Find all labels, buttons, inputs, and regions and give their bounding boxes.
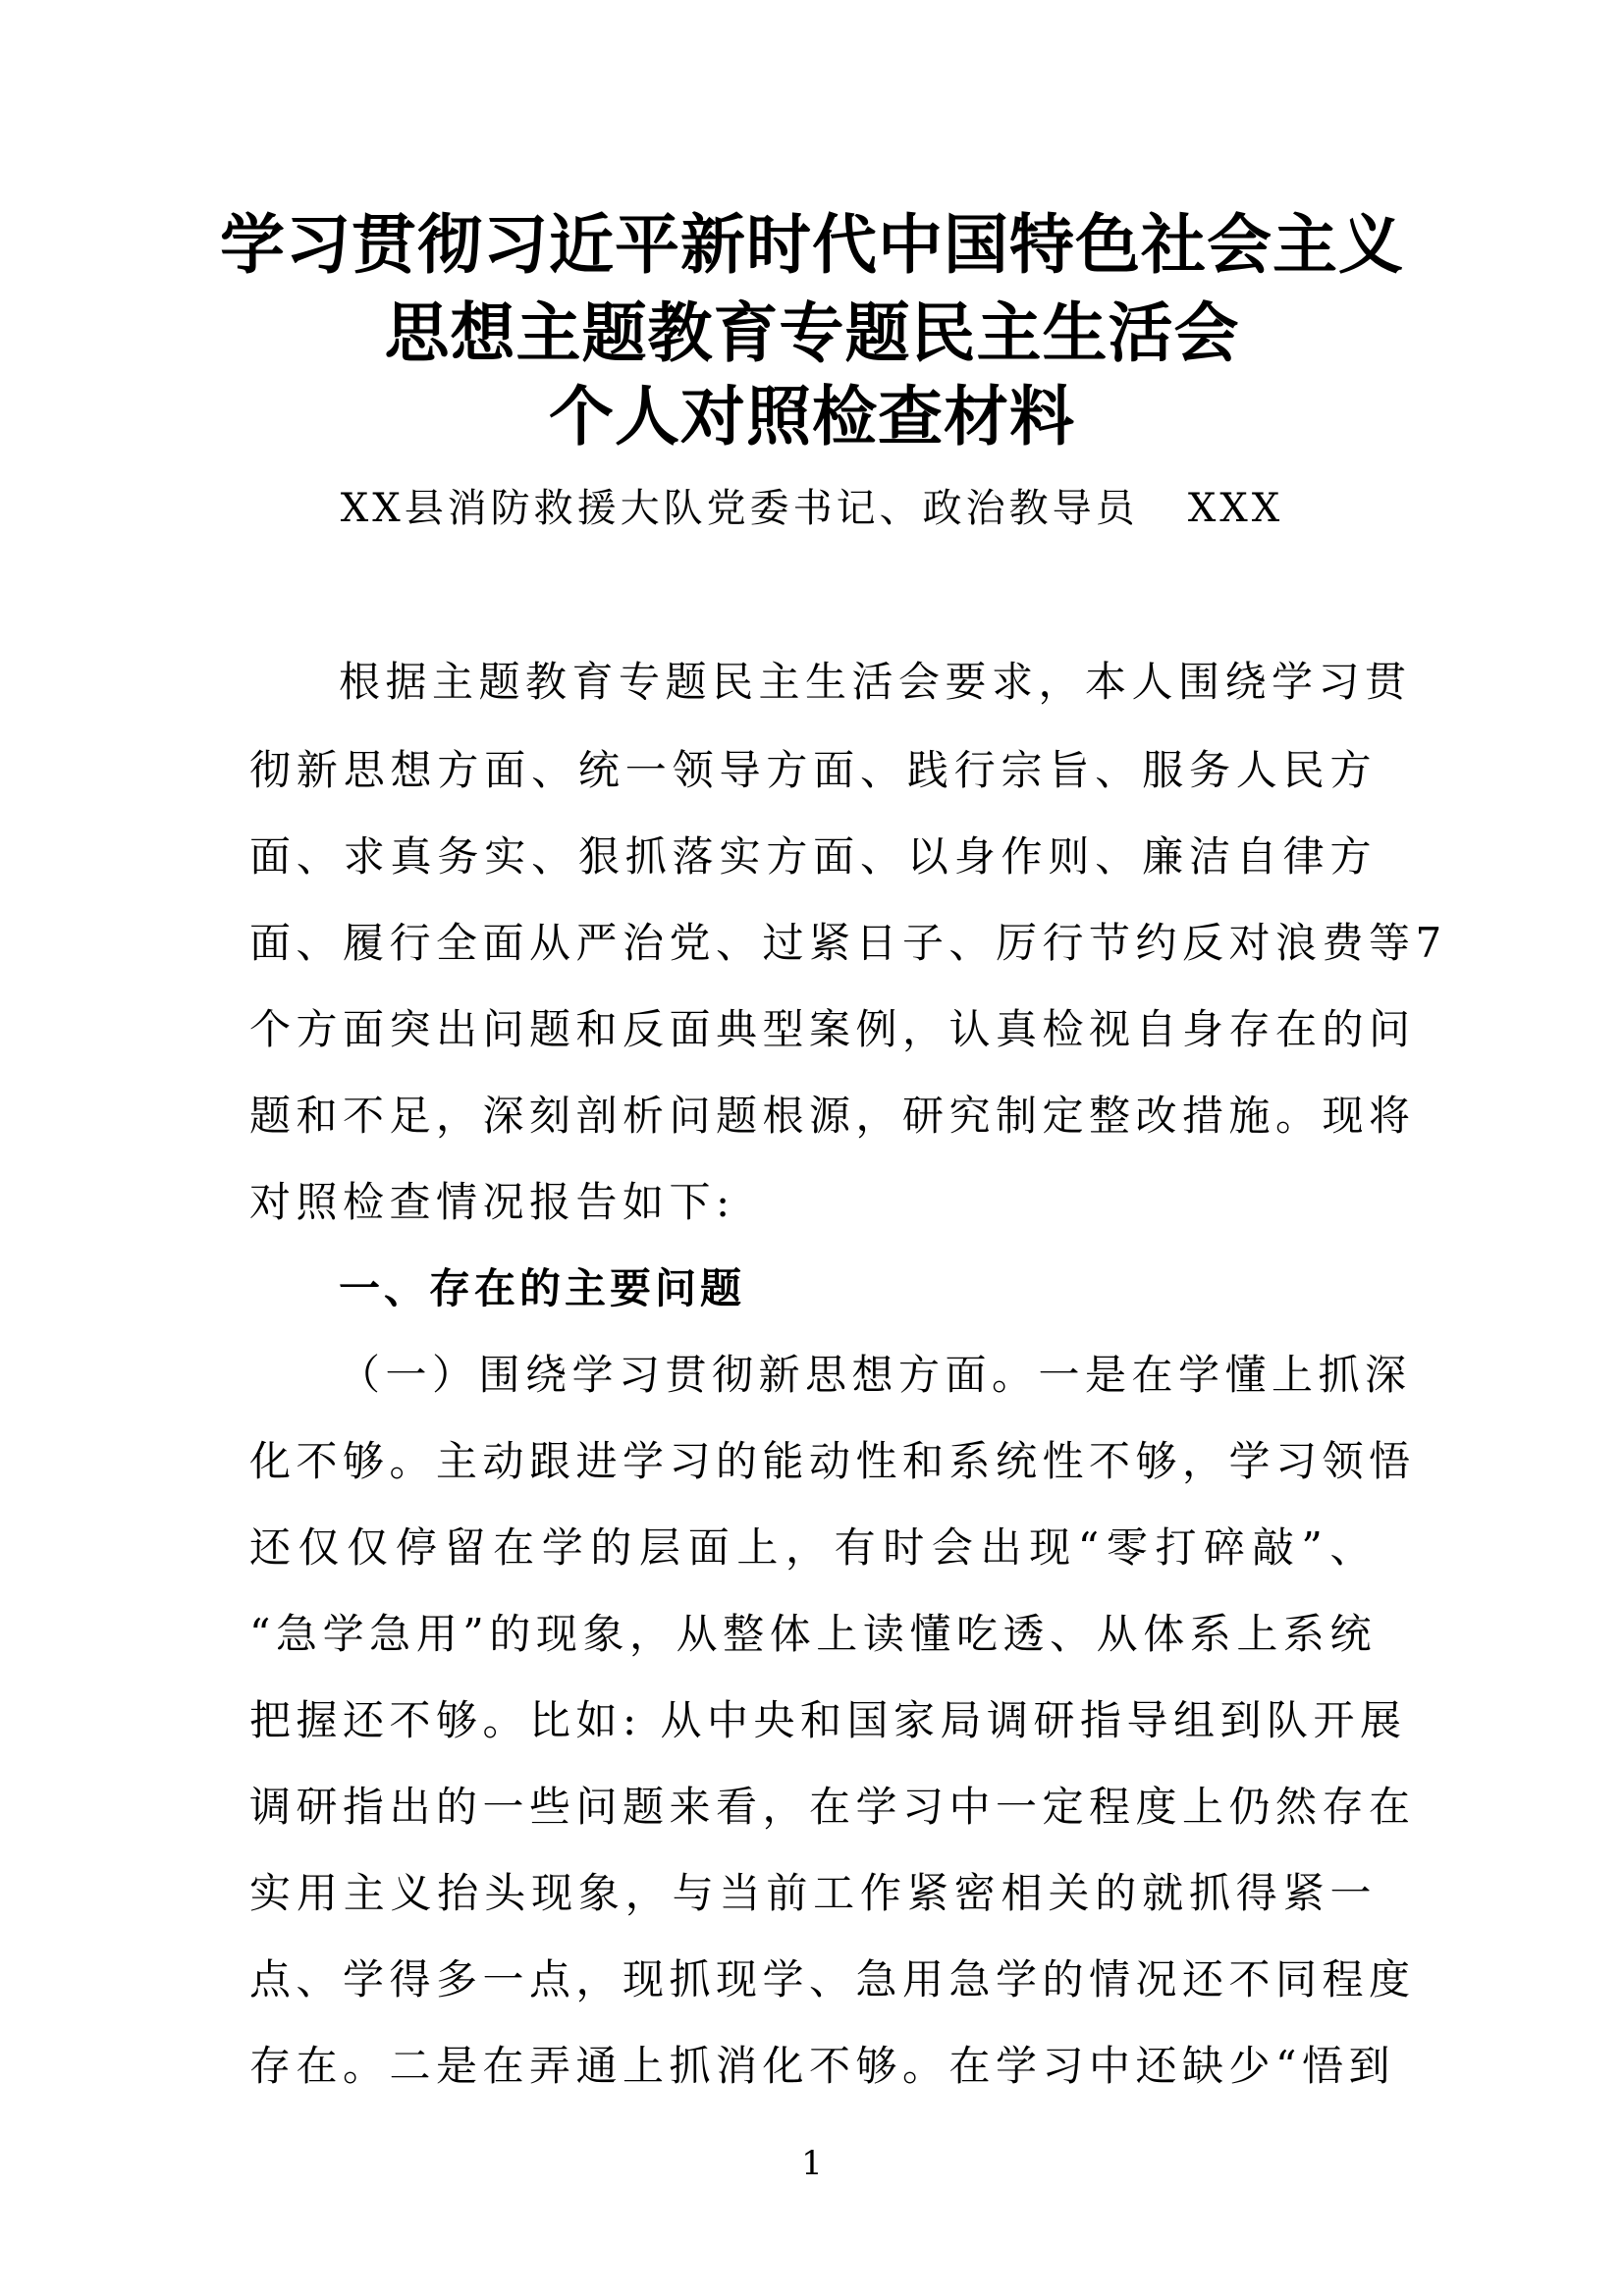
section-line-3: 还仅仅停留在学的层面上，有时会出现“零打碎敲”、 [249, 1523, 1377, 1572]
section-line-5: 把握还不够。比如: 从中央和国家局调研指导组到队开展 [249, 1696, 1407, 1744]
intro-line-6: 题和不足，深刻剖析问题根源，研究制定整改措施。现将 [249, 1092, 1416, 1140]
section-line-1: （一）围绕学习贯彻新思想方面。一是在学懂上抓深 [339, 1351, 1412, 1399]
section-heading: 一、存在的主要问题 [339, 1264, 746, 1312]
intro-line-4: 面、履行全面从严治党、过紧日子、厉行节约反对浪费等7 [249, 919, 1447, 967]
section-line-6: 调研指出的一些问题来看，在学习中一定程度上仍然存在 [249, 1783, 1416, 1831]
intro-line-7: 对照检查情况报告如下: [249, 1178, 735, 1226]
document-title-line-2: 思想主题教育专题民主生活会 [384, 295, 1240, 371]
section-line-7: 实用主义抬头现象，与当前工作紧密相关的就抓得紧一 [249, 1869, 1377, 1917]
intro-line-5: 个方面突出问题和反面典型案例，认真检视自身存在的问 [249, 1005, 1416, 1053]
section-line-2: 化不够。主动跟进学习的能动性和系统性不够，学习领悟 [249, 1437, 1416, 1485]
section-line-4: “急学急用”的现象，从整体上读懂吃透、从体系上系统 [249, 1610, 1377, 1658]
section-line-9: 存在。二是在弄通上抓消化不够。在学习中还缺少“悟到 [249, 2042, 1395, 2090]
document-title-line-3: 个人对照检查材料 [549, 379, 1075, 454]
author-line: XX县消防救援大队党委书记、政治教导员 XXX [340, 486, 1284, 531]
intro-line-2: 彻新思想方面、统一领导方面、践行宗旨、服务人民方 [249, 746, 1377, 794]
document-title-line-1: 学习贯彻习近平新时代中国特色社会主义 [220, 207, 1404, 283]
section-line-8: 点、学得多一点，现抓现学、急用急学的情况还不同程度 [249, 1955, 1416, 2003]
page-number: 1 [801, 2144, 823, 2183]
intro-line-1: 根据主题教育专题民主生活会要求，本人围绕学习贯 [339, 658, 1412, 706]
intro-line-3: 面、求真务实、狠抓落实方面、以身作则、廉洁自律方 [249, 832, 1377, 881]
